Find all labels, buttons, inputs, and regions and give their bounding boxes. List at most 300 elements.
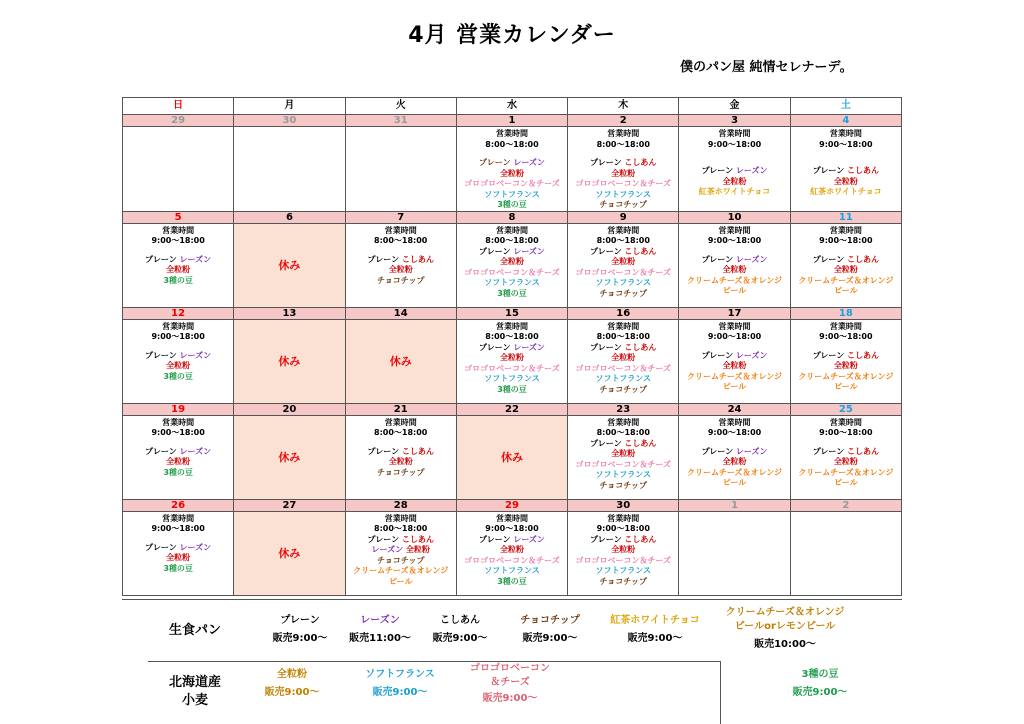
menu-line bbox=[457, 268, 567, 279]
menu-text: ゴロゴロベーコン＆チーズ bbox=[575, 459, 672, 469]
menu-text: こしあん bbox=[624, 158, 657, 167]
date-number: 15 bbox=[456, 307, 567, 319]
menu-line bbox=[568, 322, 678, 333]
legend-item bbox=[265, 614, 335, 646]
menu-text: 営業時間 bbox=[384, 417, 417, 427]
menu-text: レーズン bbox=[371, 545, 406, 554]
day-cell bbox=[345, 415, 456, 499]
menu-text: 営業時間 bbox=[495, 321, 528, 331]
menu-text: 全粒粉 bbox=[611, 353, 636, 362]
menu-text: チョコチップ bbox=[599, 200, 648, 209]
menu-text: プレーン bbox=[145, 350, 180, 360]
menu-text: プレーン bbox=[701, 350, 736, 360]
menu-line bbox=[457, 200, 567, 211]
legend-item bbox=[760, 668, 880, 700]
spacer bbox=[679, 247, 789, 255]
menu-text: プレーン bbox=[590, 534, 625, 544]
menu-line bbox=[679, 361, 789, 372]
menu-line bbox=[568, 158, 678, 169]
menu-text: 営業時間 bbox=[607, 417, 640, 427]
weekday-fri: 金 bbox=[679, 98, 790, 115]
menu-text: チョコチップ bbox=[599, 288, 648, 298]
schedule-row bbox=[123, 223, 902, 307]
menu-line bbox=[791, 418, 901, 429]
menu-line bbox=[791, 457, 901, 468]
menu-line bbox=[791, 478, 901, 489]
menu-line bbox=[457, 577, 567, 588]
menu-line bbox=[791, 351, 901, 362]
legend-item-sale: 販売9:00～ bbox=[272, 633, 328, 644]
menu-line bbox=[123, 255, 233, 266]
menu-line bbox=[679, 332, 789, 343]
menu-line bbox=[123, 553, 233, 564]
menu-text: ソフトフランス bbox=[595, 278, 652, 287]
day-cell bbox=[345, 223, 456, 307]
spacer bbox=[123, 343, 233, 351]
menu-text: チョコチップ bbox=[376, 555, 425, 565]
menu-line bbox=[457, 566, 567, 577]
legend-item-name: クリームチーズ＆オレンジ bbox=[725, 607, 845, 618]
menu-line bbox=[568, 364, 678, 375]
menu-text: 全粒粉 bbox=[611, 168, 636, 178]
menu-text: 9:00～18:00 bbox=[819, 139, 873, 149]
menu-text: 9:00～18:00 bbox=[707, 236, 762, 245]
menu-text: レーズン bbox=[735, 254, 768, 264]
spacer bbox=[791, 247, 901, 255]
day-cell bbox=[123, 511, 234, 595]
menu-text: プレーン bbox=[479, 158, 514, 167]
menu-text: こしあん bbox=[847, 254, 879, 264]
menu-text: ピール bbox=[388, 576, 413, 586]
menu-text: ゴロゴロベーコン＆チーズ bbox=[575, 363, 672, 373]
day-cell bbox=[568, 319, 679, 403]
legend-item bbox=[355, 668, 445, 700]
menu-text: レーズン bbox=[513, 534, 545, 544]
menu-text: 営業時間 bbox=[718, 129, 751, 138]
menu-text: ソフトフランス bbox=[484, 278, 540, 287]
menu-text: こしあん bbox=[624, 534, 657, 544]
menu-text: 3種の豆 bbox=[497, 384, 527, 394]
closed-label: 休み bbox=[278, 450, 301, 464]
menu-text: こしあん bbox=[624, 246, 657, 256]
menu-line bbox=[791, 372, 901, 383]
menu-line bbox=[123, 351, 233, 362]
menu-line bbox=[679, 351, 789, 362]
day-cell bbox=[345, 319, 456, 403]
menu-text: 営業時間 bbox=[718, 321, 751, 331]
menu-text: 全粒粉 bbox=[722, 361, 747, 370]
date-number: 26 bbox=[123, 499, 234, 511]
day-cell bbox=[234, 511, 345, 595]
menu-line bbox=[791, 382, 901, 393]
legend-item-name: ゴロゴロベーコン bbox=[470, 663, 550, 674]
menu-line bbox=[457, 289, 567, 300]
legend-head-hokkaido bbox=[150, 674, 240, 710]
legend-item-sale: 販売11:00～ bbox=[349, 633, 411, 644]
menu-line bbox=[123, 332, 233, 343]
date-number: 22 bbox=[456, 403, 567, 415]
legend-item-name: レーズン bbox=[360, 615, 400, 626]
day-cell bbox=[456, 415, 567, 499]
menu-text: 全粒粉 bbox=[388, 457, 413, 466]
day-cell bbox=[679, 511, 790, 595]
menu-line bbox=[457, 385, 567, 396]
menu-text: プレーン bbox=[367, 254, 402, 264]
menu-line bbox=[457, 343, 567, 354]
menu-line bbox=[346, 545, 456, 556]
menu-line bbox=[457, 545, 567, 556]
date-number: 4 bbox=[790, 115, 901, 127]
day-cell bbox=[234, 415, 345, 499]
menu-line bbox=[679, 418, 789, 429]
menu-text: クリームチーズ＆オレンジ bbox=[687, 371, 783, 381]
legend-middle-divider bbox=[148, 661, 720, 662]
menu-line bbox=[568, 439, 678, 450]
menu-text: 全粒粉 bbox=[499, 353, 524, 362]
day-cell bbox=[568, 223, 679, 307]
menu-line bbox=[457, 169, 567, 180]
menu-text: 営業時間 bbox=[384, 225, 417, 235]
date-number: 8 bbox=[456, 211, 567, 223]
closed-label: 休み bbox=[278, 258, 301, 272]
menu-line bbox=[346, 457, 456, 468]
spacer bbox=[679, 150, 789, 158]
date-number: 27 bbox=[234, 499, 345, 511]
day-cell bbox=[456, 223, 567, 307]
menu-text: ソフトフランス bbox=[595, 566, 652, 575]
day-cell bbox=[456, 319, 567, 403]
legend-item bbox=[505, 614, 595, 646]
menu-text: 営業時間 bbox=[384, 513, 417, 523]
menu-line bbox=[568, 460, 678, 471]
menu-line bbox=[457, 322, 567, 333]
menu-line bbox=[679, 166, 789, 177]
menu-line bbox=[123, 524, 233, 535]
menu-line bbox=[679, 457, 789, 468]
menu-line bbox=[679, 428, 789, 439]
menu-text: 紅茶ホワイトチョコ bbox=[810, 187, 882, 196]
menu-text: こしあん bbox=[624, 438, 657, 448]
menu-text: 営業時間 bbox=[495, 225, 528, 235]
menu-line bbox=[568, 129, 678, 140]
menu-line bbox=[791, 166, 901, 177]
date-row bbox=[123, 403, 902, 415]
menu-text: プレーン bbox=[812, 350, 847, 360]
menu-text: プレーン bbox=[701, 254, 736, 264]
date-number: 24 bbox=[679, 403, 790, 415]
menu-text: ゴロゴロベーコン＆チーズ bbox=[575, 555, 672, 565]
menu-text: レーズン bbox=[179, 542, 212, 552]
day-cell bbox=[679, 319, 790, 403]
menu-text: レーズン bbox=[179, 350, 212, 360]
menu-text: 9:00～18:00 bbox=[151, 332, 205, 341]
menu-line bbox=[457, 247, 567, 258]
menu-line bbox=[457, 535, 567, 546]
menu-line bbox=[457, 158, 567, 169]
menu-text: プレーン bbox=[145, 542, 180, 552]
weekday-sun: 日 bbox=[123, 98, 234, 115]
menu-line bbox=[457, 226, 567, 237]
menu-line bbox=[457, 524, 567, 535]
menu-text: 全粒粉 bbox=[166, 361, 191, 370]
date-row bbox=[123, 211, 902, 223]
menu-text: 紅茶ホワイトチョコ bbox=[698, 187, 771, 196]
menu-line bbox=[568, 577, 678, 588]
menu-text: 営業時間 bbox=[607, 513, 640, 523]
menu-text: 8:00～18:00 bbox=[485, 236, 539, 245]
day-cell bbox=[790, 415, 901, 499]
menu-text: プレーン bbox=[590, 158, 625, 167]
date-number: 1 bbox=[679, 499, 790, 511]
legend-item-name: 3種の豆 bbox=[801, 669, 839, 680]
day-cell bbox=[679, 127, 790, 212]
menu-line bbox=[791, 236, 901, 247]
date-row bbox=[123, 307, 902, 319]
day-cell bbox=[790, 511, 901, 595]
menu-line bbox=[457, 257, 567, 268]
day-cell bbox=[568, 127, 679, 212]
menu-text: 全粒粉 bbox=[722, 265, 747, 274]
day-cell bbox=[456, 511, 567, 595]
menu-text: ゴロゴロベーコン＆チーズ bbox=[464, 363, 560, 373]
menu-line bbox=[346, 556, 456, 567]
menu-text: ピール bbox=[722, 382, 747, 391]
menu-text: プレーン bbox=[479, 534, 514, 544]
legend-item-name: 全粒粉 bbox=[277, 669, 307, 680]
menu-text: 全粒粉 bbox=[166, 265, 191, 274]
menu-line bbox=[123, 265, 233, 276]
menu-line bbox=[568, 428, 678, 439]
day-cell bbox=[123, 319, 234, 403]
date-number: 13 bbox=[234, 307, 345, 319]
menu-text: プレーン bbox=[812, 254, 847, 264]
date-row bbox=[123, 115, 902, 127]
spacer bbox=[457, 150, 567, 158]
menu-text: プレーン bbox=[812, 446, 847, 456]
menu-line bbox=[457, 140, 567, 151]
day-cell bbox=[568, 415, 679, 499]
menu-text: ピール bbox=[722, 286, 747, 295]
menu-line bbox=[457, 514, 567, 525]
menu-text: 8:00～18:00 bbox=[485, 139, 539, 149]
date-number: 10 bbox=[679, 211, 790, 223]
date-number: 17 bbox=[679, 307, 790, 319]
menu-text: 9:00～18:00 bbox=[819, 236, 873, 245]
day-cell bbox=[568, 511, 679, 595]
menu-text: 営業時間 bbox=[162, 513, 195, 523]
date-number: 31 bbox=[345, 115, 456, 127]
menu-line bbox=[568, 566, 678, 577]
menu-line bbox=[679, 265, 789, 276]
spacer bbox=[123, 247, 233, 255]
menu-line bbox=[568, 179, 678, 190]
legend-item-sale: 販売9:00～ bbox=[372, 687, 428, 698]
menu-text: 全粒粉 bbox=[499, 257, 524, 266]
menu-text: 営業時間 bbox=[162, 321, 195, 331]
menu-text: 3種の豆 bbox=[497, 576, 527, 586]
legend-item-name: プレーン bbox=[280, 615, 320, 626]
menu-line bbox=[123, 428, 233, 439]
menu-text: プレーン bbox=[145, 446, 180, 456]
spacer bbox=[123, 535, 233, 543]
menu-line bbox=[679, 447, 789, 458]
menu-text: レーズン bbox=[179, 446, 212, 456]
menu-line bbox=[346, 265, 456, 276]
menu-line bbox=[457, 353, 567, 364]
menu-text: 9:00～18:00 bbox=[707, 332, 762, 341]
menu-text: 全粒粉 bbox=[388, 265, 413, 274]
schedule-row bbox=[123, 415, 902, 499]
menu-line bbox=[457, 374, 567, 385]
date-number: 20 bbox=[234, 403, 345, 415]
menu-text: プレーン bbox=[590, 246, 625, 256]
menu-text: 9:00～18:00 bbox=[151, 428, 205, 437]
menu-line bbox=[568, 190, 678, 201]
menu-line bbox=[679, 187, 789, 198]
menu-text: ピール bbox=[834, 382, 858, 391]
menu-text: クリームチーズ＆オレンジ bbox=[798, 467, 894, 477]
menu-line bbox=[123, 418, 233, 429]
menu-line bbox=[679, 177, 789, 188]
menu-text: ピール bbox=[834, 286, 858, 295]
menu-text: ソフトフランス bbox=[595, 374, 652, 383]
menu-line bbox=[679, 236, 789, 247]
menu-text: 9:00～18:00 bbox=[151, 236, 205, 245]
menu-text: ソフトフランス bbox=[484, 374, 540, 383]
menu-line bbox=[457, 278, 567, 289]
menu-line bbox=[679, 226, 789, 237]
menu-text: ソフトフランス bbox=[595, 189, 652, 199]
menu-line bbox=[568, 545, 678, 556]
menu-line bbox=[457, 364, 567, 375]
menu-text: こしあん bbox=[401, 254, 434, 264]
menu-text: 全粒粉 bbox=[166, 553, 191, 562]
menu-text: 9:00～18:00 bbox=[485, 524, 539, 533]
menu-text: 9:00～18:00 bbox=[819, 332, 873, 341]
menu-line bbox=[679, 372, 789, 383]
menu-text: ゴロゴロベーコン＆チーズ bbox=[464, 555, 560, 565]
menu-text: 9:00～18:00 bbox=[596, 524, 650, 533]
menu-line bbox=[791, 322, 901, 333]
menu-line bbox=[679, 286, 789, 297]
menu-line bbox=[568, 524, 678, 535]
legend-item-name: ＆チーズ bbox=[490, 677, 530, 688]
menu-text: ソフトフランス bbox=[595, 470, 652, 479]
menu-line bbox=[346, 514, 456, 525]
menu-line bbox=[791, 265, 901, 276]
date-number: 21 bbox=[345, 403, 456, 415]
menu-text: チョコチップ bbox=[599, 384, 648, 394]
menu-text: プレーン bbox=[145, 254, 180, 264]
menu-line bbox=[679, 382, 789, 393]
menu-line bbox=[568, 385, 678, 396]
date-number: 29 bbox=[123, 115, 234, 127]
menu-line bbox=[791, 187, 901, 198]
menu-line bbox=[568, 247, 678, 258]
menu-line bbox=[568, 418, 678, 429]
menu-text: 8:00～18:00 bbox=[596, 428, 650, 437]
day-cell bbox=[234, 223, 345, 307]
menu-text: 営業時間 bbox=[607, 225, 640, 235]
weekday-header bbox=[123, 98, 902, 115]
menu-text: ゴロゴロベーコン＆チーズ bbox=[575, 179, 672, 188]
menu-text: 3種の豆 bbox=[163, 371, 193, 381]
menu-text: 9:00～18:00 bbox=[151, 524, 205, 533]
legend-item-sale: 販売9:00～ bbox=[792, 687, 848, 698]
menu-line bbox=[679, 322, 789, 333]
menu-line bbox=[457, 179, 567, 190]
menu-line bbox=[568, 374, 678, 385]
menu-line bbox=[346, 577, 456, 588]
menu-line bbox=[123, 372, 233, 383]
legend-item-sale: 販売9:00～ bbox=[482, 693, 538, 704]
date-number: 5 bbox=[123, 211, 234, 223]
date-number: 11 bbox=[790, 211, 901, 223]
menu-line bbox=[346, 226, 456, 237]
menu-text: プレーン bbox=[479, 246, 514, 256]
menu-text: チョコチップ bbox=[376, 275, 425, 285]
menu-text: 全粒粉 bbox=[611, 545, 636, 554]
date-number: 30 bbox=[234, 115, 345, 127]
legend-item-name: ソフトフランス bbox=[365, 669, 435, 680]
legend-top-divider bbox=[122, 599, 902, 600]
menu-text: 営業時間 bbox=[829, 129, 862, 138]
menu-line bbox=[123, 226, 233, 237]
weekday-wed: 水 bbox=[456, 98, 567, 115]
menu-line bbox=[346, 535, 456, 546]
menu-text: 営業時間 bbox=[162, 417, 195, 427]
menu-line bbox=[123, 457, 233, 468]
menu-text: 営業時間 bbox=[607, 129, 640, 138]
closed-label: 休み bbox=[500, 450, 523, 464]
day-cell bbox=[123, 223, 234, 307]
menu-line bbox=[346, 276, 456, 287]
spacer bbox=[346, 247, 456, 255]
menu-text: 全粒粉 bbox=[611, 449, 636, 458]
menu-text: 9:00～18:00 bbox=[707, 428, 762, 437]
date-number: 6 bbox=[234, 211, 345, 223]
legend-item bbox=[340, 614, 420, 646]
menu-text: 営業時間 bbox=[829, 225, 862, 235]
menu-text: 全粒粉 bbox=[611, 257, 636, 266]
menu-line bbox=[457, 190, 567, 201]
closed-label: 休み bbox=[389, 354, 412, 368]
menu-text: こしあん bbox=[624, 342, 657, 352]
menu-line bbox=[679, 478, 789, 489]
legend-item-sale: 販売10:00～ bbox=[754, 639, 816, 650]
menu-line bbox=[346, 447, 456, 458]
menu-line bbox=[123, 276, 233, 287]
menu-text: こしあん bbox=[401, 446, 434, 456]
page-title: 4月 営業カレンダー bbox=[408, 23, 616, 48]
menu-line bbox=[568, 257, 678, 268]
menu-text: プレーン bbox=[701, 166, 736, 175]
menu-line bbox=[791, 255, 901, 266]
menu-line bbox=[568, 556, 678, 567]
menu-line bbox=[791, 286, 901, 297]
menu-text: 全粒粉 bbox=[722, 457, 747, 466]
weekday-sat: 土 bbox=[790, 98, 901, 115]
menu-text: 営業時間 bbox=[162, 225, 195, 235]
menu-line bbox=[346, 236, 456, 247]
menu-text: 9:00～18:00 bbox=[819, 428, 873, 437]
menu-text: 全粒粉 bbox=[499, 168, 524, 178]
date-number: 7 bbox=[345, 211, 456, 223]
legend-item bbox=[425, 614, 495, 646]
menu-line bbox=[457, 236, 567, 247]
legend-head-hokkaido-line2: 小麦 bbox=[181, 693, 208, 708]
legend-item-name: ピールorレモンピール bbox=[734, 621, 836, 632]
